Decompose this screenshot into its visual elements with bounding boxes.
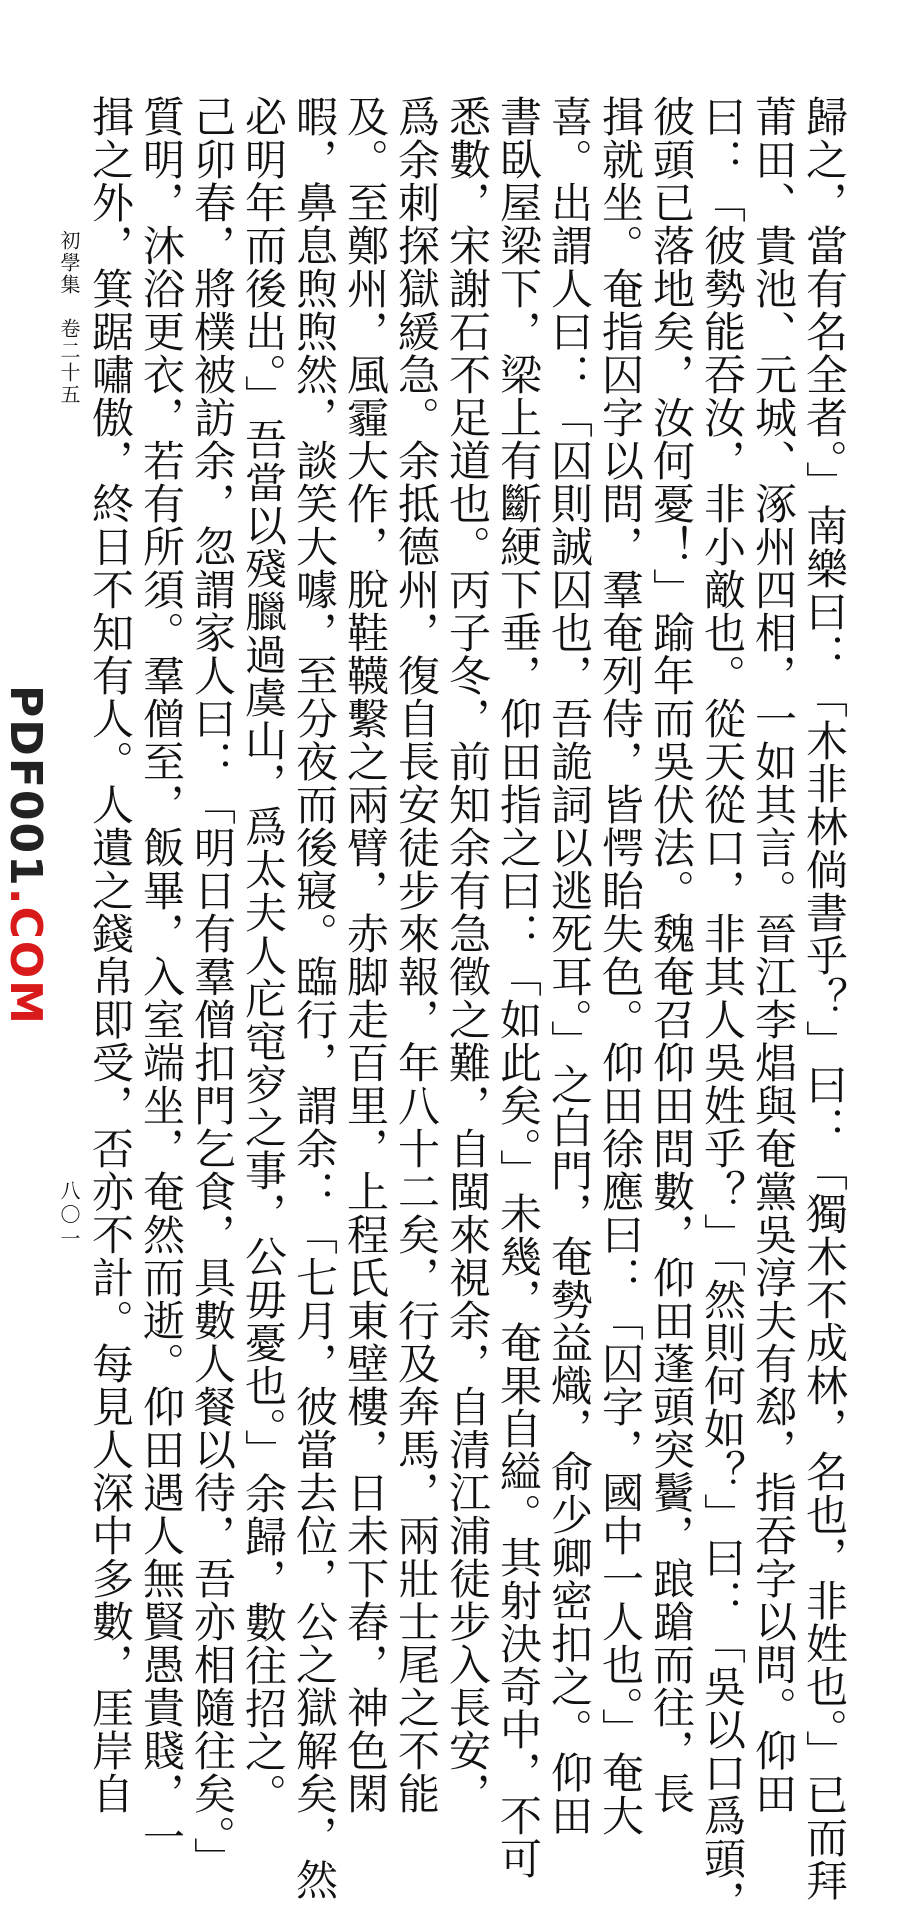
watermark-part1: PDF001 xyxy=(0,685,51,888)
text-column-10: 及。至鄭州，風霾大作，脫鞋韈繫之兩臂，赤脚走百里，上程氏東壁樓，日未下舂，神色閑 xyxy=(341,95,390,1815)
watermark-part2: .COM xyxy=(0,887,51,1026)
text-column-7: 書臥屋梁下，梁上有斷綆下垂，仰田指之曰：「如此矣。」未幾，奄果自縊。其射決奇中，不可 xyxy=(494,95,543,1880)
text-column-1: 歸之，當有名全者。」南樂曰：「木非林倘書乎？」曰：「獨木不成林，名也，非姓也。」已而拜 xyxy=(800,95,849,1902)
book-title: 初學集 xyxy=(57,230,81,296)
text-column-3: 曰：「彼勢能吞汝，非小敵也。從天從口，非其人吳姓乎？」「然則何如？」曰：「吳以口爲頭， xyxy=(698,95,747,1923)
text-column-11: 暇，鼻息煦煦然，談笑大噱，至分夜而後寢。臨行，謂余：「七月，彼當去位，公之獄解矣，然 xyxy=(290,95,339,1901)
text-column-4: 彼頭已落地矣，汝何憂！」踰年而吳伏法。魏奄召仰田問數，仰田蓬頭突鬢，踉蹌而往，長 xyxy=(647,95,696,1815)
volume-label: 卷二十五 xyxy=(57,318,81,406)
watermark xyxy=(0,685,51,1026)
text-column-8: 悉數，宋謝石不足道也。丙子冬，前知余有急徵之難，自閩來視余，自清江浦徒步入長安， xyxy=(443,95,492,1815)
text-column-15: 揖之外，箕踞嘯傲，終日不知有人。人遺之錢帛即受，否亦不計。每見人深中多數，厓岸自 xyxy=(86,95,135,1815)
text-column-2: 莆田、貴池、元城、涿州四相，一如其言。晉江李焻與奄黨吳淳夫有郄，指吞字以問。仰田 xyxy=(749,95,798,1815)
text-column-12: 必明年而後出。」吾當以殘臘過虞山，爲太夫人庀窀穸之事，公毋憂也。」余歸，數往招之。 xyxy=(239,95,288,1816)
text-column-13: 己卯春，將樸被訪余，忽謂家人曰：「明日有羣僧扣門乞食，具數人餐以待，吾亦相隨往矣。」 xyxy=(188,95,237,1880)
running-header xyxy=(55,230,84,406)
text-column-5: 揖就坐。奄指囚字以問，羣奄列侍，皆愕眙失色。仰田徐應曰：「囚字，國中一人也。」奄大 xyxy=(596,95,645,1837)
text-column-6: 喜。出謂人曰：「囚則誠囚也，吾詭詞以逃死耳。」之白門，奄勢益熾，俞少卿密扣之。仰田 xyxy=(545,95,594,1837)
page-number: 八〇一 xyxy=(57,1180,81,1252)
text-column-14: 質明，沐浴更衣，若有所須。羣僧至，飯畢，入室端坐，奄然而逝。仰田遇人無賢愚貴賤，一 xyxy=(137,95,186,1858)
text-column-9: 爲余刺探獄緩急。余抵德州，復自長安徒步來報，年八十二矣，行及奔馬，兩壯士尾之不能 xyxy=(392,95,441,1815)
